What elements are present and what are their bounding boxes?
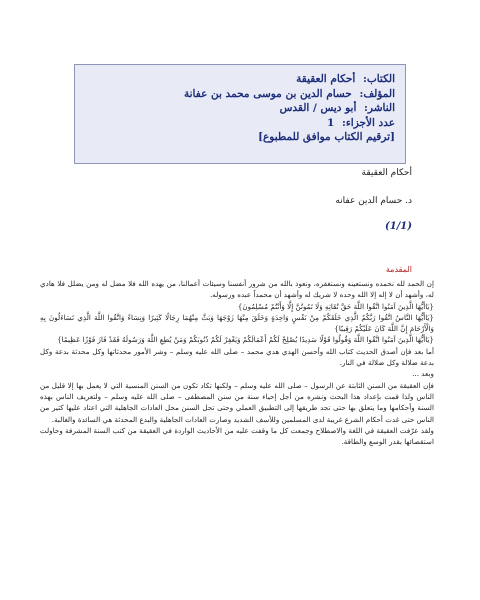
parts-label: عدد الأجزاء: (341, 116, 395, 129)
publisher-line (83, 101, 395, 116)
verse-3: {يَاأَيُّهَا الَّذِينَ آمَنُوا اتَّقُوا اللَّهَ وَقُولُوا قَوْلًا سَدِيدًا يُصْلِحْ لَكُمْ أَعْمَالَكُمْ وَيَغْفِرْ لَكُمْ ذُنُوبَكُمْ وَمَنْ يُطِعِ اللَّهَ وَرَسُولَهُ فَقَدْ فَازَ فَوْزًا عَظِيمًا} (57, 335, 434, 345)
document-title: أحكام العقيقة (361, 168, 412, 178)
author-label: المؤلف: (359, 87, 395, 100)
book-value: أحكام العقيقة (296, 73, 356, 85)
author-value: حسام الدين بن موسى محمد بن عفانة (184, 87, 352, 100)
book-label: الكتاب: (362, 73, 395, 85)
paragraph-amma-baad: أما بعد فإن أصدق الحديث كتاب الله وأحسن الهدي هدي محمد – صلى الله عليه وسلم – وشر الأمور محدثاتها وكل محدثة بدعة وكل بدعة ضلالة وكل ضلالة في النار. (40, 346, 434, 368)
parts-value: 1 (327, 116, 335, 129)
section-heading: المقدمة (385, 265, 412, 274)
paragraph-aqiqah-intro: فإن العقيقة من السنن الثابتة عن الرسول – صلى الله عليه وسلم – ولكنها تكاد تكون من السنن المنسية التي لا يعمل بها إلا قليل من الناس ولذا قمت بإعداد هذا البحث ونشره من أجل إحياء سنة من سنن المصطفى – صلى الله عليه وسلم – ولتعريف الناس بهذه السنة وأحكامها وما يتعلق بها حتى تجد طريقها إلى التطبيق العملي وحتى تحل السنن محل العادات الجاهلية التي اعتاد عليها كثير من الناس حتى غدت أحكام الشرع غريبة لدى المسلمين وللأسف الشديد وصارت العادات الجاهلية والبدع المحدثة هي السائدة والغالبة. (40, 380, 434, 424)
paragraph-wa-baad: وبعد ... (412, 369, 434, 379)
numbering-note: [ترقيم الكتاب موافق للمطبوع] (258, 131, 395, 144)
body-text (40, 278, 434, 447)
paragraph-opening: إن الحمد لله نحمده ونستعينه ونستغفره، ونعوذ بالله من شرور أنفسنا وسيئات أعمالنا، من يهده الله فلا مضل له ومن يضلل فلا هادي له، وأشهد أن لا إله إلا الله وحده لا شريك له وأشهد أن محمداً عبده ورسوله. (40, 279, 434, 300)
paragraph-aqiqah-definition: ولقد عرّفت العقيقة في اللغة والاصطلاح وجمعت كل ما وقفت عليه من الأحاديث الواردة في العقيقة من كتب السنة المشرفة وحاولت استقصائها بقدر الوسع والطاقة. (40, 425, 434, 447)
verse-2: {يَاأَيُّهَا النَّاسُ اتَّقُوا رَبَّكُمُ الَّذِي خَلَقَكُمْ مِنْ نَفْسٍ وَاحِدَةٍ وَخَلَقَ مِنْهَا زَوْجَهَا وَبَثَّ مِنْهُمَا رِجَالًا كَثِيرًا وَنِسَاءً وَاتَّقُوا اللَّهَ الَّذِي تَسَاءَلُونَ بِهِ وَالْأَرْحَامَ إِنَّ اللَّهَ كَانَ عَلَيْكُمْ رَقِيبًا} (40, 312, 434, 334)
page-number: (1/1) (384, 221, 412, 232)
publisher-label: الناشر: (364, 102, 395, 115)
book-info-box (74, 64, 406, 164)
author-line: د. حسام الدين عفانه (335, 196, 412, 206)
publisher-value: أبو ديس / القدس (279, 102, 357, 115)
book-title-line (83, 72, 395, 87)
author-info-line (83, 87, 395, 102)
parts-line (83, 116, 395, 131)
verse-1: {يَاأَيُّهَا الَّذِينَ آمَنُوا اتَّقُوا اللَّهَ حَقَّ تُقَاتِهِ وَلَا تَمُوتُنَّ إِلَّا وَأَنْتُمْ مُسْلِمُونَ} (237, 301, 434, 311)
